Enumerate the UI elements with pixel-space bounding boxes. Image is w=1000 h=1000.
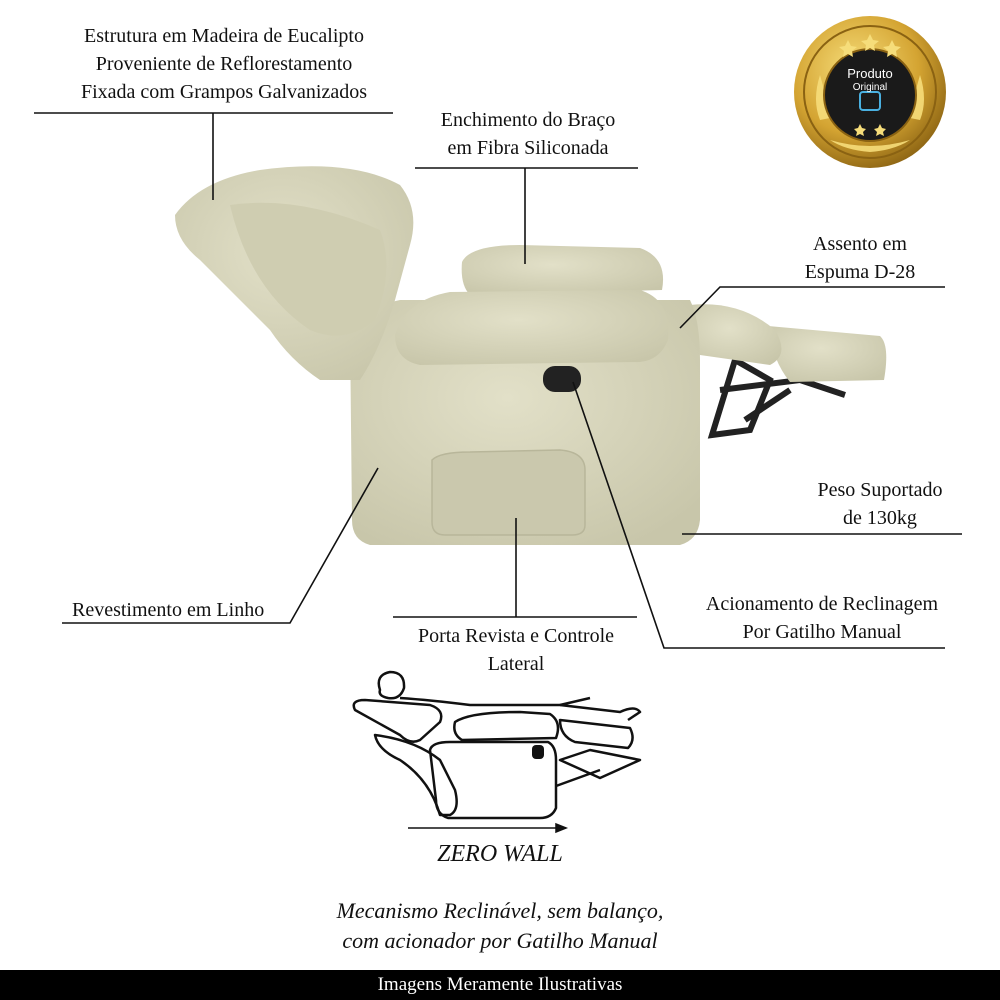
weight-label [790,476,970,532]
mechanism-line1: Mecanismo Reclinável, sem balanço, [336,898,664,923]
zero-wall-title: ZERO WALL [437,841,563,867]
seal [792,14,948,170]
seat-line1: Assento em [813,233,907,255]
seal-line1: Produto [847,66,893,81]
pocket-label [392,622,640,678]
seat-label [780,230,940,286]
trigger-small [532,745,544,759]
frame-line3: Fixada com Grampos Galvanizados [80,81,368,103]
pocket-line2: Lateral [487,653,545,675]
arm-fill-line1: Enchimento do Braço [440,109,616,131]
arm-fill-line2: em Fibra Siliconada [447,137,609,159]
front-arm [395,290,668,365]
weight-line2: de 130kg [843,507,917,529]
direction-arrow [408,824,566,832]
mechanism-description [250,896,750,956]
pocket-line1: Porta Revista e Controle [417,625,615,647]
arm-fill-label [408,106,648,162]
trigger-line2: Por Gatilho Manual [742,621,902,643]
footrest [768,326,886,382]
magazine-pocket [432,450,585,535]
recliner-chair [175,166,886,545]
lining-label: Revestimento em Linho [72,599,265,621]
seal-line2: Original [852,82,888,93]
seat-line2: Espuma D-28 [804,261,916,283]
rear-arm [462,245,663,295]
frame-line2: Proveniente de Reflorestamento [95,53,353,75]
zero-wall-diagram [354,672,640,818]
trigger-label [672,590,972,646]
frame-line1: Estrutura em Madeira de Eucalipto [84,25,364,47]
frame-label [34,22,414,106]
footer-disclaimer: Imagens Meramente Ilustrativas [0,970,1000,1000]
mechanism-line2: com acionador por Gatilho Manual [342,928,658,953]
weight-line1: Peso Suportado [817,479,943,501]
trigger-line1: Acionamento de Reclinagem [705,593,939,615]
